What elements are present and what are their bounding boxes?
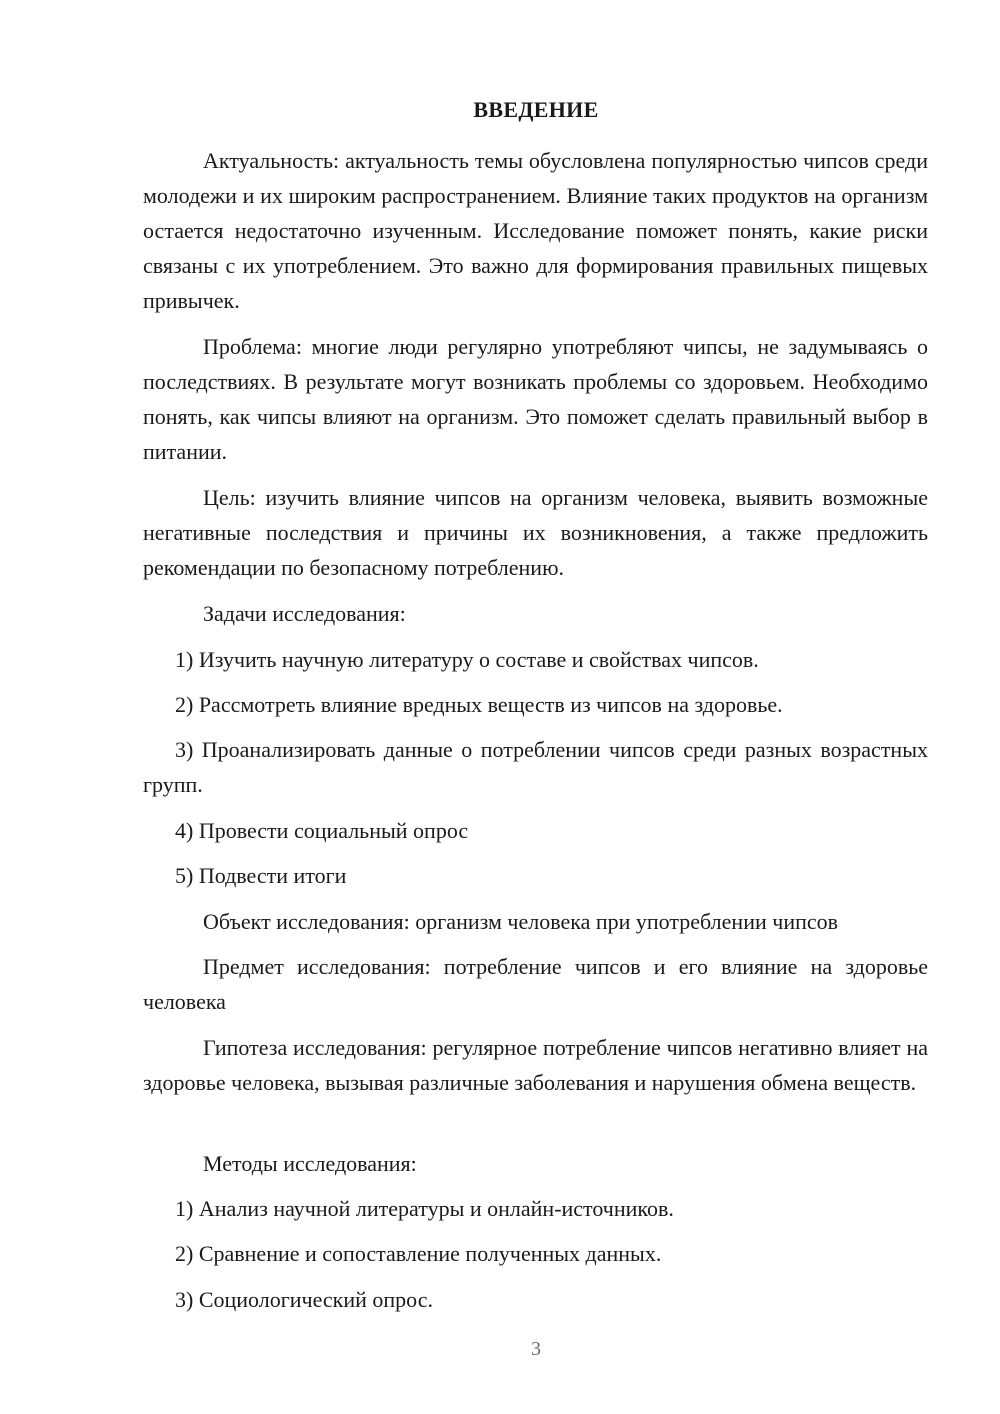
task-item: 1) Изучить научную литературу о составе и свойствах чипсов.	[175, 647, 759, 672]
task-item: 5) Подвести итоги	[175, 863, 347, 888]
object-paragraph: Объект исследования: организм человека при употреблении чипсов	[203, 909, 839, 934]
goal-paragraph: Цель: изучить влияние чипсов на организм человека, выявить возможные негативные последствия и причины их возникновения, а также предложить рекомендации по безопасному потреблению.	[143, 485, 928, 580]
page-number: 3	[531, 1338, 541, 1360]
task-item: 3) Проанализировать данные о потреблении чипсов среди разных возрастных групп.	[143, 737, 928, 797]
methods-title: Методы исследования:	[203, 1151, 417, 1176]
task-item: 4) Провести социальный опрос	[175, 818, 469, 843]
subject-paragraph: Предмет исследования: потребление чипсов и его влияние на здоровье человека	[143, 954, 928, 1014]
page-title: ВВЕДЕНИЕ	[473, 97, 599, 122]
method-item: 1) Анализ научной литературы и онлайн-источников.	[175, 1196, 674, 1221]
hypothesis-paragraph: Гипотеза исследования: регулярное потребление чипсов негативно влияет на здоровье человека, вызывая различные заболевания и нарушения обмена веществ.	[143, 1035, 928, 1095]
relevance-paragraph: Актуальность: актуальность темы обусловлена популярностью чипсов среди молодежи и их широким распространением. Влияние таких продуктов на организм остается недостаточно изученным. Исследование поможет понять, какие риски связаны с их употреблением. Это важно для формирования правильных пищевых привычек.	[143, 148, 928, 313]
tasks-title: Задачи исследования:	[203, 601, 406, 626]
method-item: 3) Социологический опрос.	[175, 1287, 433, 1312]
task-item: 2) Рассмотреть влияние вредных веществ из чипсов на здоровье.	[175, 692, 783, 717]
problem-paragraph: Проблема: многие люди регулярно употребляют чипсы, не задумываясь о последствиях. В результате могут возникать проблемы со здоровьем. Необходимо понять, как чипсы влияют на организм. Это поможет сделать правильный выбор в питании.	[143, 334, 928, 464]
method-item: 2) Сравнение и сопоставление полученных данных.	[175, 1241, 662, 1266]
